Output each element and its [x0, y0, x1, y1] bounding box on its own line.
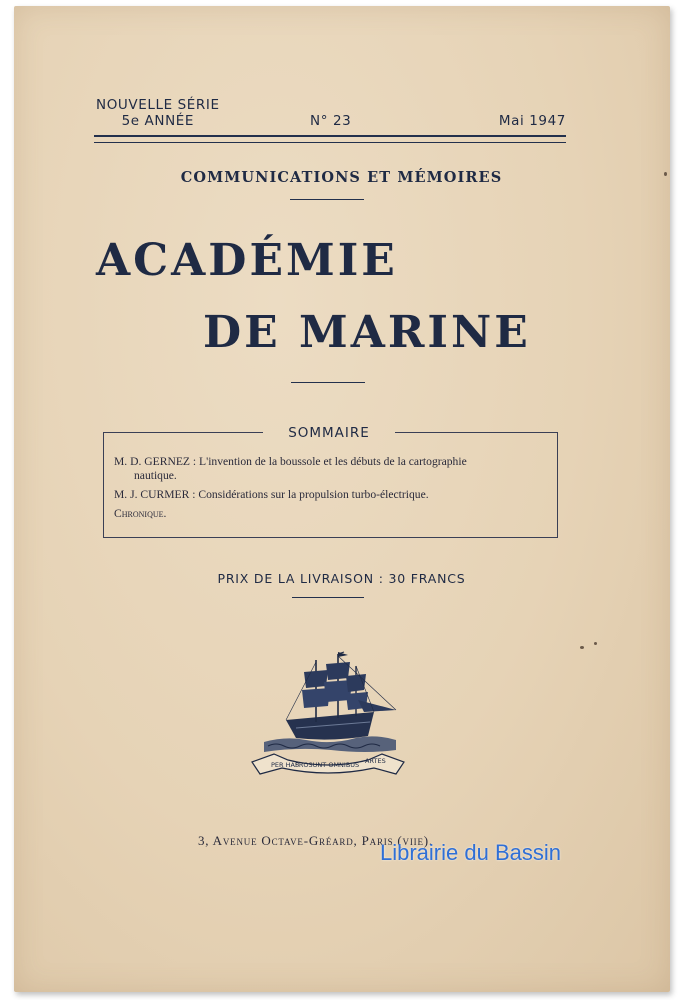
year-label: 5e ANNÉE	[121, 113, 195, 129]
price-line: PRIX DE LA LIVRAISON : 30 FRANCS	[217, 571, 466, 586]
motto-center: PROSUNT OMNIBUS	[295, 761, 360, 769]
seller-watermark: Librairie du Bassin	[380, 840, 561, 865]
subtitle: COMMUNICATIONS ET MÉMOIRES	[180, 169, 503, 186]
entry-text: M. J. CURMER : Considérations sur la propulsion turbo-électrique.	[114, 488, 429, 501]
box-top-border	[395, 432, 557, 433]
motto-left: PER HAS	[271, 761, 300, 769]
sommaire-heading: SOMMAIRE	[288, 425, 370, 441]
paper-speck	[664, 172, 667, 176]
header-double-rule	[94, 135, 566, 143]
sommaire-entry	[114, 455, 550, 483]
address-text: 3, Avenue Octave-Gréard, Paris (viie).	[198, 833, 433, 848]
issue-date: Mai 1947	[498, 113, 566, 129]
sommaire-entry	[114, 488, 550, 502]
divider-rule	[291, 382, 365, 383]
entry-text: M. D. GERNEZ : L'invention de la boussole et les débuts de la cartographie	[114, 455, 467, 468]
divider-rule	[290, 199, 364, 200]
paper-speck	[594, 642, 597, 645]
motto-right: ARTES	[365, 757, 386, 765]
box-top-border	[103, 432, 263, 433]
paper-speck	[580, 646, 584, 649]
divider-rule	[292, 597, 364, 598]
ship-emblem-icon	[246, 650, 411, 780]
series-info	[96, 97, 220, 129]
issue-number: N° 23	[310, 113, 352, 129]
title-line-2: DE MARINE	[203, 307, 531, 358]
sommaire-entry	[114, 507, 550, 521]
header-line	[96, 97, 566, 137]
entry-text-continued: nautique.	[134, 469, 177, 482]
title-line-1: ACADÉMIE	[96, 235, 398, 286]
entry-text: Chronique.	[114, 507, 167, 520]
ship-emblem	[246, 650, 411, 784]
series-label: NOUVELLE SÉRIE	[96, 97, 220, 113]
sommaire-entries	[114, 455, 550, 526]
